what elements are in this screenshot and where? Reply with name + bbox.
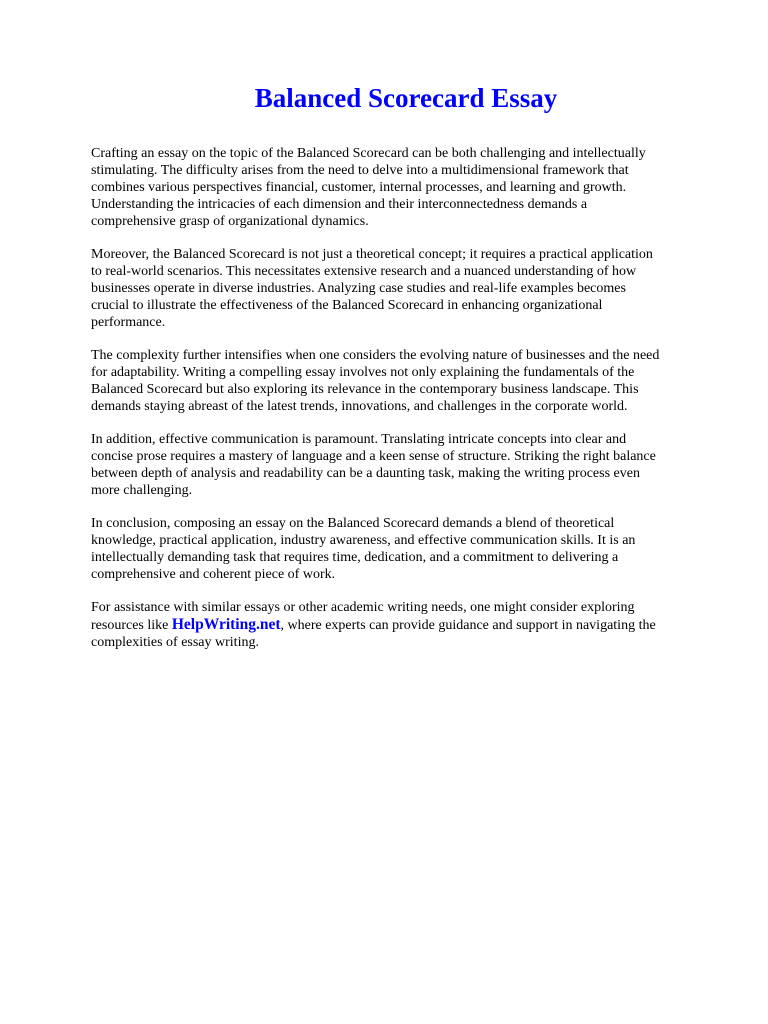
paragraph-list bbox=[91, 145, 731, 583]
essay-body bbox=[91, 145, 731, 667]
paragraph-line: Understanding the intricacies of each dimension and their interconnectedness demands a bbox=[91, 197, 588, 212]
paragraph-line: The complexity further intensifies when one considers the evolving nature of businesses and the need bbox=[91, 348, 660, 363]
paragraph-line: between depth of analysis and readability can be a daunting task, making the writing process even bbox=[91, 466, 640, 481]
paragraph-line: to real-world scenarios. This necessitates extensive research and a nuanced understanding of how bbox=[91, 264, 637, 279]
paragraph-line: Crafting an essay on the topic of the Balanced Scorecard can be both challenging and intellectually bbox=[91, 146, 646, 161]
paragraph-line: crucial to illustrate the effectiveness of the Balanced Scorecard in enhancing organizational bbox=[91, 298, 603, 313]
paragraph-line: demands staying abreast of the latest trends, innovations, and challenges in the corporate world. bbox=[91, 399, 628, 414]
paragraph-line: for adaptability. Writing a compelling essay involves not only explaining the fundamentals of the bbox=[91, 365, 635, 380]
paragraph-line: Balanced Scorecard but also exploring its relevance in the contemporary business landscape. This bbox=[91, 382, 639, 397]
page-title: Balanced Scorecard Essay bbox=[254, 83, 558, 113]
paragraph-line: For assistance with similar essays or other academic writing needs, one might consider exploring bbox=[91, 600, 635, 615]
text-segment: resources like bbox=[91, 618, 172, 633]
paragraph-line: more challenging. bbox=[91, 483, 193, 498]
paragraph-line: In addition, effective communication is paramount. Translating intricate concepts into clear and bbox=[91, 432, 627, 447]
paragraph-line: combines various perspectives financial, customer, internal processes, and learning and growth. bbox=[91, 180, 627, 195]
paragraph-line: businesses operate in diverse industries. Analyzing case studies and real-life examples becomes bbox=[91, 281, 626, 296]
paragraph-line bbox=[91, 616, 731, 634]
essay-paragraph bbox=[91, 246, 731, 331]
essay-paragraph bbox=[91, 515, 731, 583]
paragraph-line: knowledge, practical application, industry awareness, and effective communication skills. It is an bbox=[91, 533, 636, 548]
paragraph-line: complexities of essay writing. bbox=[91, 635, 259, 650]
essay-paragraph bbox=[91, 145, 731, 230]
paragraph-line: Moreover, the Balanced Scorecard is not just a theoretical concept; it requires a practical application bbox=[91, 247, 653, 262]
closing-paragraph bbox=[91, 599, 731, 651]
text-segment: , where experts can provide guidance and support in navigating the bbox=[280, 618, 656, 633]
essay-paragraph bbox=[91, 347, 731, 415]
paragraph-line: intellectually demanding task that requires time, dedication, and a commitment to delivering a bbox=[91, 550, 619, 565]
essay-paragraph bbox=[91, 431, 731, 499]
paragraph-line: comprehensive grasp of organizational dynamics. bbox=[91, 214, 369, 229]
paragraph-line: performance. bbox=[91, 315, 166, 330]
helpwriting-link[interactable]: HelpWriting.net bbox=[171, 616, 281, 633]
paragraph-line: stimulating. The difficulty arises from the need to delve into a multidimensional framework that bbox=[91, 163, 629, 178]
paragraph-line: concise prose requires a mastery of language and a keen sense of structure. Striking the right balance bbox=[91, 449, 656, 464]
paragraph-line: In conclusion, composing an essay on the Balanced Scorecard demands a blend of theoretical bbox=[91, 516, 615, 531]
paragraph-line: comprehensive and coherent piece of work. bbox=[91, 567, 336, 582]
